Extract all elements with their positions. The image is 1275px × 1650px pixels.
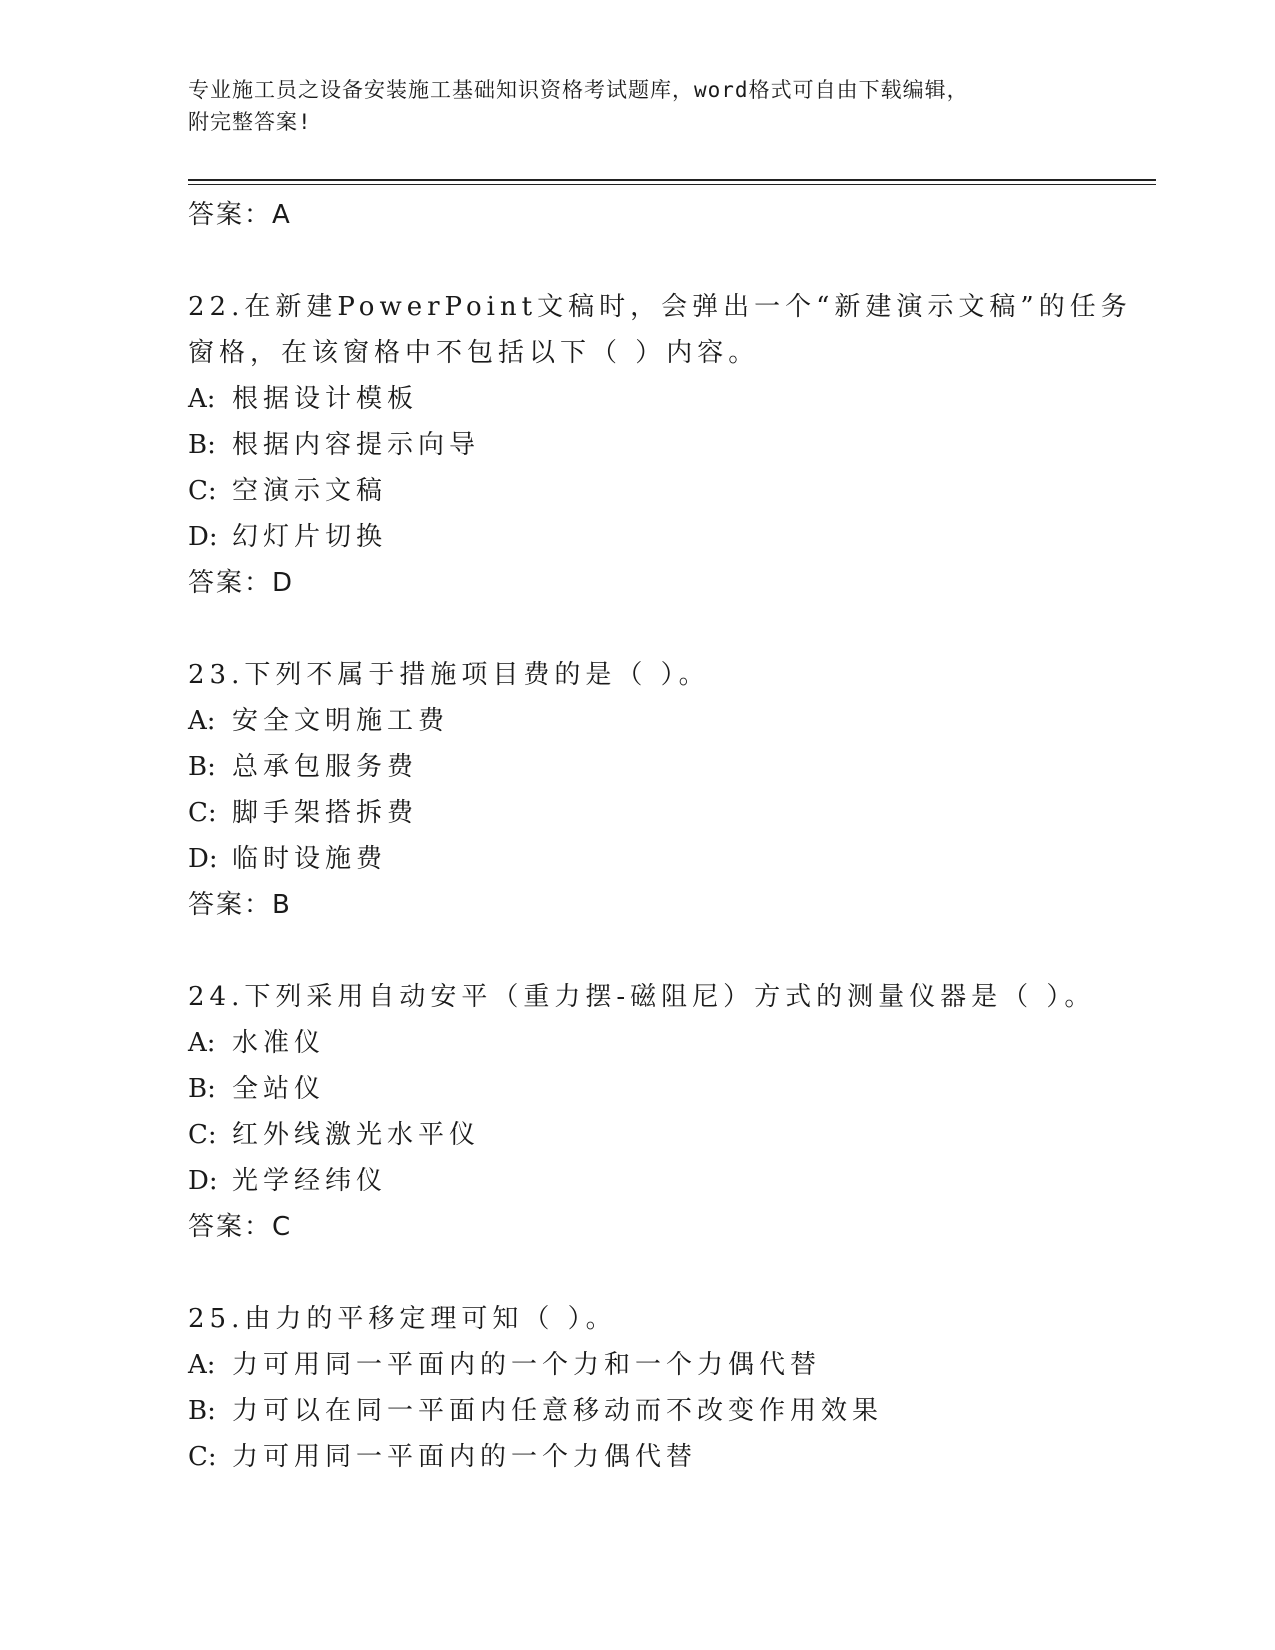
answer: 答案：D bbox=[188, 568, 295, 598]
option-text: 幻灯片切换 bbox=[232, 522, 388, 552]
option-b bbox=[188, 1388, 1148, 1434]
document-header bbox=[188, 74, 1068, 138]
option-label: D: bbox=[188, 1166, 218, 1196]
option-text: 安全文明施工费 bbox=[232, 706, 450, 736]
option-d bbox=[188, 1158, 1148, 1204]
option-label: A: bbox=[188, 384, 216, 414]
question-stem: 25.由力的平移定理可知（ ）。 bbox=[188, 1304, 617, 1334]
option-label: C: bbox=[188, 476, 217, 506]
question-stem: 24.下列采用自动安平（重力摆-磁阻尼）方式的测量仪器是（ ）。 bbox=[188, 982, 1096, 1012]
option-text: 脚手架搭拆费 bbox=[232, 798, 419, 828]
option-text: 根据设计模板 bbox=[232, 384, 419, 414]
option-text: 根据内容提示向导 bbox=[232, 430, 481, 460]
option-d bbox=[188, 836, 1148, 882]
option-text: 力可用同一平面内的一个力偶代替 bbox=[232, 1442, 698, 1472]
question-list bbox=[188, 192, 1148, 1480]
option-label: D: bbox=[188, 844, 218, 874]
option-text: 水准仪 bbox=[232, 1028, 326, 1058]
option-a bbox=[188, 1342, 1148, 1388]
question-25 bbox=[188, 1296, 1148, 1480]
option-label: C: bbox=[188, 1442, 217, 1472]
header-line-1: 专业施工员之设备安装施工基础知识资格考试题库，word格式可自由下载编辑， bbox=[188, 78, 969, 102]
question-stem-continued: 窗格，在该窗格中不包括以下（ ）内容。 bbox=[188, 338, 760, 368]
option-b bbox=[188, 744, 1148, 790]
option-label: B: bbox=[188, 1074, 216, 1104]
header-rule-thick bbox=[188, 179, 1156, 181]
option-text: 总承包服务费 bbox=[232, 752, 419, 782]
question-stem: 23.下列不属于措施项目费的是（ ）。 bbox=[188, 660, 710, 690]
option-label: A: bbox=[188, 1350, 216, 1380]
option-a bbox=[188, 376, 1148, 422]
option-text: 红外线激光水平仪 bbox=[232, 1120, 481, 1150]
option-label: C: bbox=[188, 1120, 217, 1150]
option-b bbox=[188, 1066, 1148, 1112]
option-text: 全站仪 bbox=[232, 1074, 326, 1104]
answer: 答案：C bbox=[188, 1212, 293, 1242]
option-b bbox=[188, 422, 1148, 468]
question-24 bbox=[188, 974, 1148, 1250]
question-22 bbox=[188, 284, 1148, 606]
question-stem: 22.在新建PowerPoint文稿时，会弹出一个“新建演示文稿”的任务 bbox=[188, 292, 1132, 322]
option-label: B: bbox=[188, 1396, 216, 1426]
option-c bbox=[188, 1112, 1148, 1158]
option-text: 力可以在同一平面内任意移动而不改变作用效果 bbox=[232, 1396, 884, 1426]
answer: 答案：B bbox=[188, 890, 292, 920]
option-label: D: bbox=[188, 522, 218, 552]
option-text: 临时设施费 bbox=[232, 844, 388, 874]
option-label: B: bbox=[188, 752, 216, 782]
header-rule-thin bbox=[188, 184, 1156, 185]
option-c bbox=[188, 790, 1148, 836]
option-label: A: bbox=[188, 706, 216, 736]
option-text: 空演示文稿 bbox=[232, 476, 388, 506]
option-c bbox=[188, 468, 1148, 514]
option-a bbox=[188, 1020, 1148, 1066]
option-d bbox=[188, 514, 1148, 560]
option-label: A: bbox=[188, 1028, 216, 1058]
option-label: B: bbox=[188, 430, 216, 460]
option-text: 力可用同一平面内的一个力和一个力偶代替 bbox=[232, 1350, 822, 1380]
question-23 bbox=[188, 652, 1148, 928]
option-c bbox=[188, 1434, 1148, 1480]
option-text: 光学经纬仪 bbox=[232, 1166, 388, 1196]
option-label: C: bbox=[188, 798, 217, 828]
option-a bbox=[188, 698, 1148, 744]
header-line-2: 附完整答案! bbox=[188, 110, 312, 134]
previous-answer: 答案：A bbox=[188, 200, 292, 230]
